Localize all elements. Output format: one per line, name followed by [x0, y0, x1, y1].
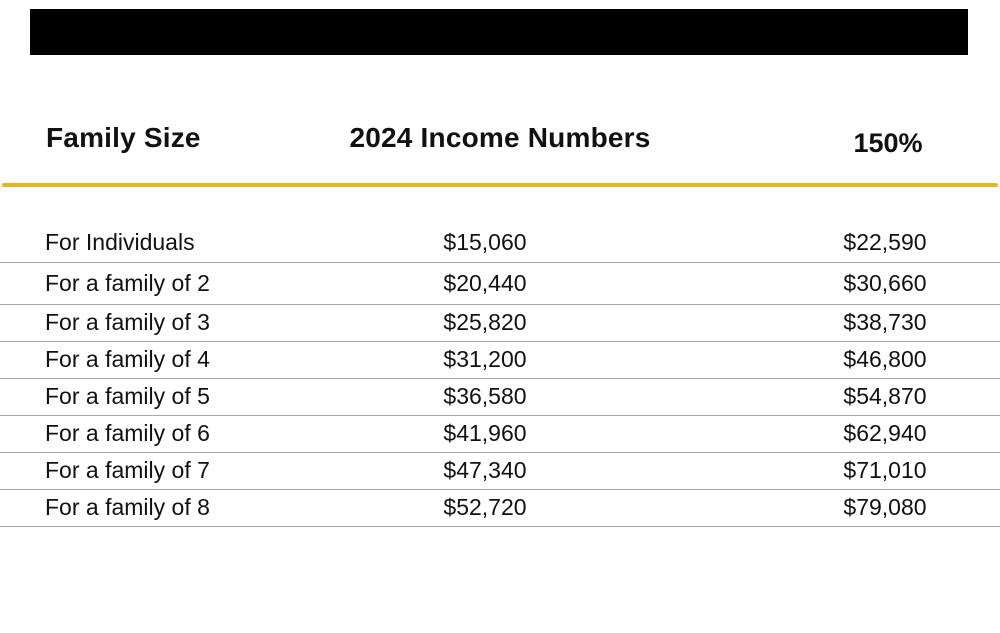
table-row: [0, 453, 1000, 490]
pct150-cell: $22,590: [843, 228, 927, 255]
income-cell: $31,200: [443, 346, 527, 373]
family-size-cell: For a family of 6: [45, 420, 210, 447]
family-size-cell: For a family of 3: [45, 309, 210, 336]
income-cell: $36,580: [443, 383, 527, 410]
spacer-cell: [590, 255, 770, 262]
family-size-cell: For a family of 4: [45, 346, 210, 373]
family-size-cell: For a family of 8: [45, 494, 210, 521]
income-cell: $47,340: [443, 457, 527, 484]
family-size-cell: For Individuals: [45, 228, 195, 255]
table-row: [0, 416, 1000, 453]
table-row: [0, 187, 1000, 263]
column-header-income-numbers: 2024 Income Numbers: [349, 122, 651, 153]
family-size-cell: For a family of 7: [45, 457, 210, 484]
pct150-cell: $38,730: [843, 309, 927, 336]
table-row: [0, 305, 1000, 342]
income-cell: $41,960: [443, 420, 527, 447]
income-cell: $25,820: [443, 309, 527, 336]
column-header-150-percent: 150%: [853, 128, 923, 158]
table-row: [0, 342, 1000, 379]
pct150-cell: $30,660: [843, 269, 927, 296]
income-cell: $52,720: [443, 494, 527, 521]
family-size-cell: For a family of 5: [45, 383, 210, 410]
pct150-cell: $54,870: [843, 383, 927, 410]
income-table: [0, 187, 1000, 527]
pct150-cell: $79,080: [843, 494, 927, 521]
pct150-cell: $71,010: [843, 457, 927, 484]
table-row: [0, 379, 1000, 416]
pct150-cell: $46,800: [843, 346, 927, 373]
income-cell: $15,060: [443, 228, 527, 255]
table-row: [0, 490, 1000, 527]
column-header-family-size: Family Size: [46, 122, 201, 153]
pct150-cell: $62,940: [843, 420, 927, 447]
family-size-cell: For a family of 2: [45, 269, 210, 296]
income-cell: $20,440: [443, 269, 527, 296]
table-row: [0, 263, 1000, 305]
top-banner-bar: [30, 9, 968, 55]
